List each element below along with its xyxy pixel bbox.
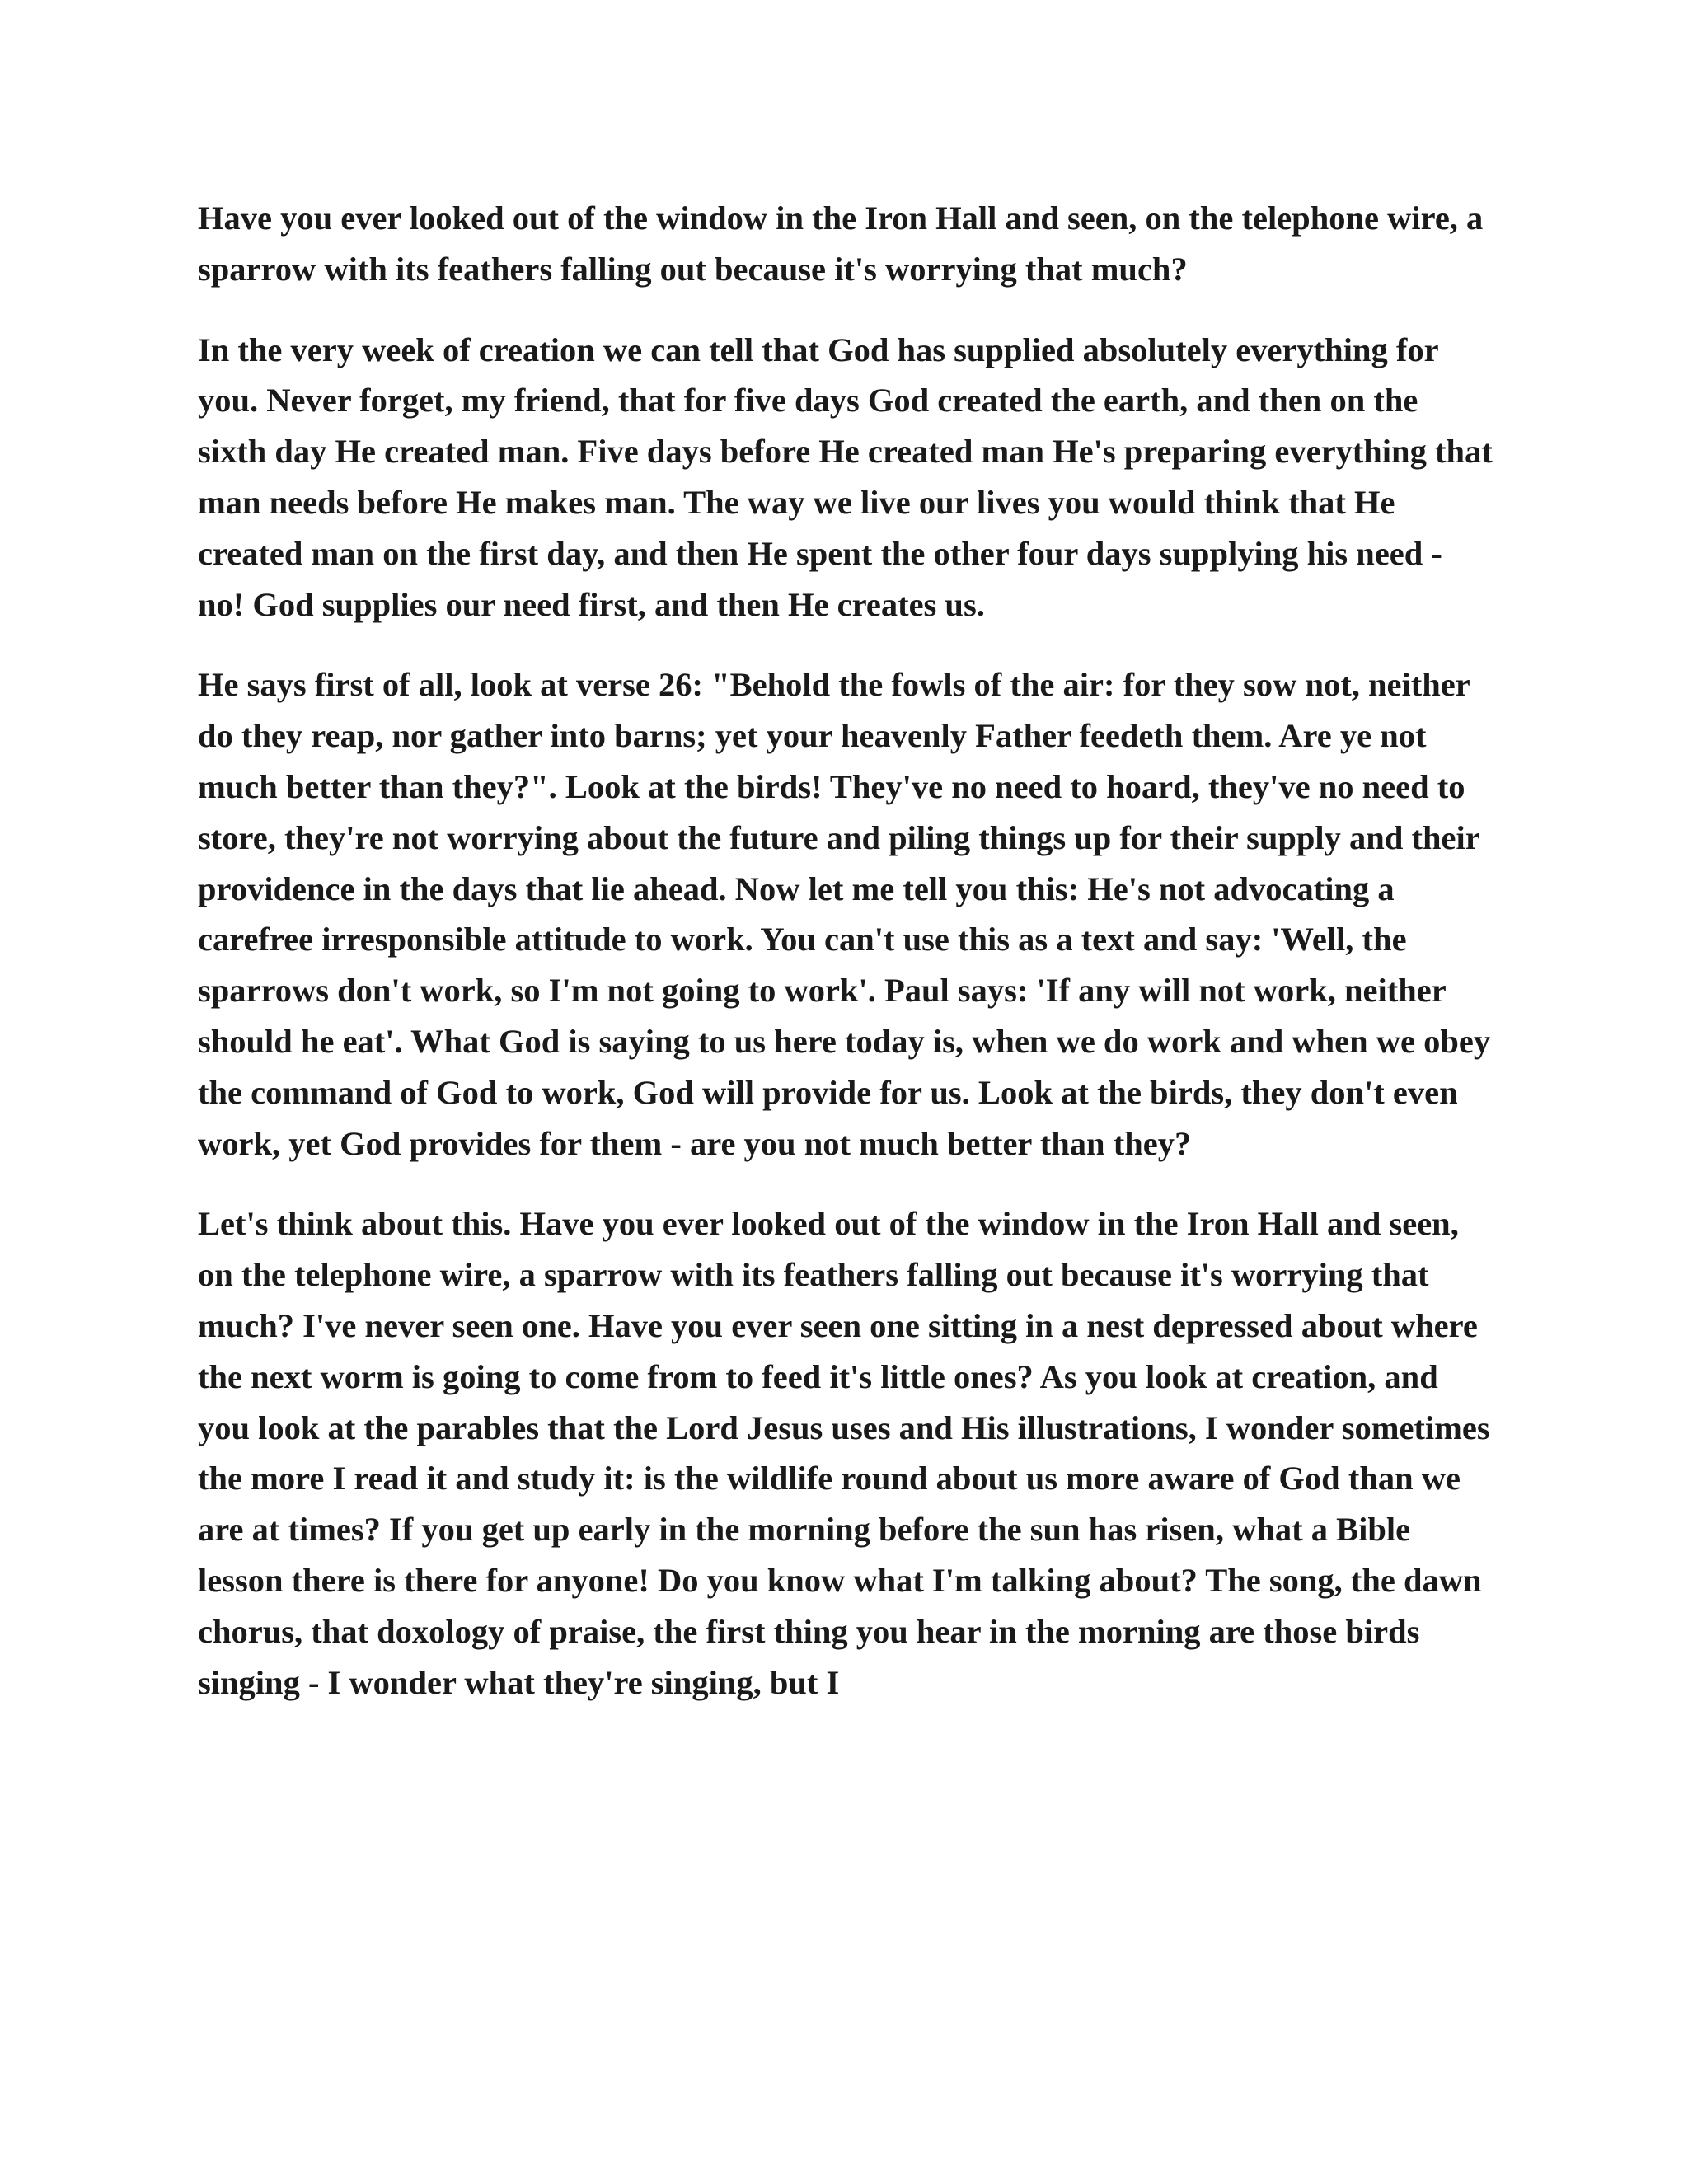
- document-body: [198, 193, 1493, 1737]
- paragraph-2: In the very week of creation we can tell that God has supplied absolutely everything for you. Never forget, my friend, that for five days God created the earth, and then on the sixth day He created man. Five days before He created man He's preparing everything that man needs before He makes man. The way we live our lives you would think that He created man on the first day, and then He spent the other four days supplying his need - no! God supplies our need first, and then He creates us.: [198, 330, 1493, 623]
- paragraph-3: He says first of all, look at verse 26: "Behold the fowls of the air: for they sow not, neither do they reap, nor gather into barns; yet your heavenly Father feedeth them. Are ye not much better than they?". Look at the birds! They've no need to hoard, they've no need to store, they're not worrying about the future and piling things up for their supply and their providence in the days that lie ahead. Now let me tell you this: He's not advocating a carefree irresponsible attitude to work. You can't use this as a text and say: 'Well, the sparrows don't work, so I'm not going to work'. Paul says: 'If any will not work, neither should he eat'. What God is saying to us here today is, when we do work and when we obey the command of God to work, God will provide for us. Look at the birds, they don't even work, yet God provides for them - are you not much better than they?: [198, 666, 1491, 1162]
- paragraph-4: Let's think about this. Have you ever looked out of the window in the Iron Hall and seen, on the telephone wire, a sparrow with its feathers falling out because it's worrying that much? I've never seen one. Have you ever seen one sitting in a nest depressed about where the next worm is going to come from to feed it's little ones? As you look at creation, and you look at the parables that the Lord Jesus uses and His illustrations, I wonder sometimes the more I read it and study it: is the wildlife round about us more aware of God than we are at times? If you get up early in the morning before the sun has risen, what a Bible lesson there is there for anyone! Do you know what I'm talking about? The song, the dawn chorus, that doxology of praise, the first thing you hear in the morning are those birds singing - I wonder what they're singing, but I: [198, 1205, 1490, 1701]
- paragraph-1: Have you ever looked out of the window in the Iron Hall and seen, on the telephone wire, a sparrow with its feathers falling out because it's worrying that much?: [198, 199, 1484, 288]
